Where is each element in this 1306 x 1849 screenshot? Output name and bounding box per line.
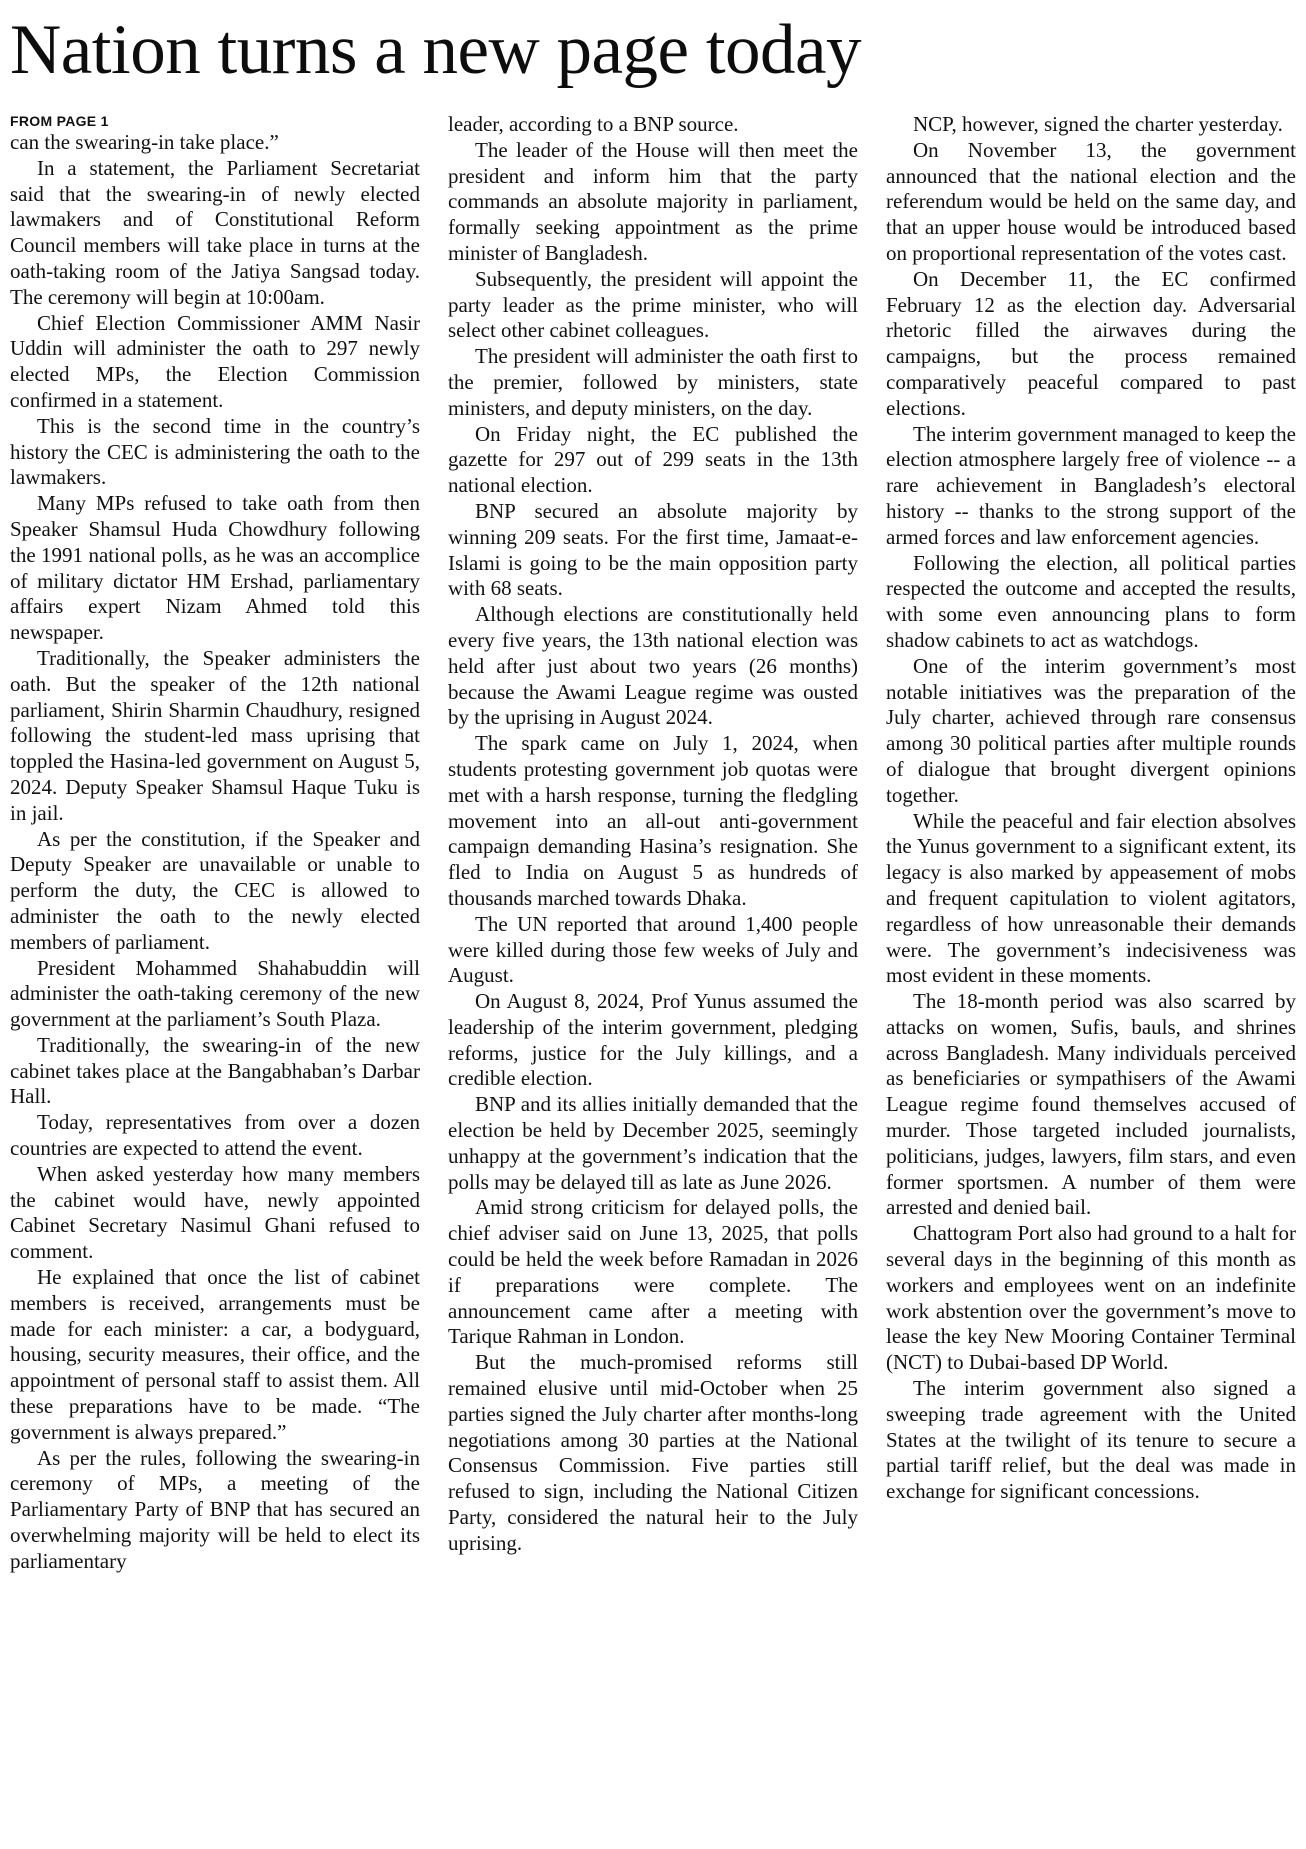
dateline: FROM PAGE 1 xyxy=(10,113,109,129)
paragraph: The leader of the House will then meet the president and inform him that the party commands an absolute majority in parliament, formally seeking appointment as the prime minister of Bangladesh. xyxy=(448,137,858,265)
column-3 xyxy=(886,112,1296,1842)
paragraph: While the peaceful and fair election absolves the Yunus government to a significant extent, its legacy is also marked by appeasement of mobs and frequent capitulation to violent agitators, regardless of how unreasonable their demands were. The government’s indecisiveness was most evident in these moments. xyxy=(886,808,1296,988)
paragraph: Amid strong criticism for delayed polls, the chief adviser said on June 13, 2025, that polls could be held the week before Ramadan in 2026 if preparations were complete. The announcement came after a meeting with Tarique Rahman in London. xyxy=(448,1195,858,1349)
paragraph: On November 13, the government announced that the national election and the referendum would be held on the same day, and that an upper house would be introduced based on proportional representation of the votes cast. xyxy=(886,137,1296,265)
paragraph: As per the rules, following the swearing-in ceremony of MPs, a meeting of the Parliamentary Party of BNP that has secured an overwhelming majority will be held to elect its parliamentary xyxy=(10,1445,420,1573)
paragraph: The UN reported that around 1,400 people were killed during those few weeks of July and August. xyxy=(448,911,858,988)
column-1 xyxy=(10,112,420,1842)
paragraph: But the much-promised reforms still remained elusive until mid-October when 25 parties signed the July charter after months-long negotiations among 30 parties at the National Consensus Commission. Five parties still refused to sign, including the National Citizen Party, considered the natural heir to the July uprising. xyxy=(448,1350,858,1555)
paragraph: NCP, however, signed the charter yesterday. xyxy=(913,112,1283,136)
paragraph: The interim government also signed a sweeping trade agreement with the United States at the twilight of its tenure to secure a partial tariff relief, but the deal was made in exchange for significant concessions. xyxy=(886,1376,1296,1504)
paragraph: Chattogram Port also had ground to a halt for several days in the beginning of this month as workers and employees went on an indefinite work abstention over the government’s move to lease the key New Mooring Container Terminal (NCT) to Dubai-based DP World. xyxy=(886,1221,1296,1375)
paragraph: Chief Election Commissioner AMM Nasir Uddin will administer the oath to 297 newly elected MPs, the Election Commission confirmed in a statement. xyxy=(10,310,420,412)
paragraph: One of the interim government’s most notable initiatives was the preparation of the July charter, achieved through rare consensus among 30 political parties after multiple rounds of dialogue that brought divergent opinions together. xyxy=(886,653,1296,807)
column-2 xyxy=(448,112,858,1842)
paragraph: Although elections are constitutionally held every five years, the 13th national election was held after just about two years (26 months) because the Awami League regime was ousted by the uprising in August 2024. xyxy=(448,602,858,730)
headline: Nation turns a new page today xyxy=(10,11,862,89)
paragraph: Subsequently, the president will appoint the party leader as the prime minister, who will select other cabinet colleagues. xyxy=(448,266,858,343)
paragraph: On Friday night, the EC published the gazette for 297 out of 299 seats in the 13th national election. xyxy=(448,421,858,498)
paragraph: This is the second time in the country’s history the CEC is administering the oath to the lawmakers. xyxy=(10,413,420,490)
paragraph: Today, representatives from over a dozen countries are expected to attend the event. xyxy=(10,1110,420,1161)
paragraph: Traditionally, the Speaker administers the oath. But the speaker of the 12th national parliament, Shirin Sharmin Chaudhury, resigned following the student-led mass uprising that toppled the Hasina-led government on August 5, 2024. Deputy Speaker Shamsul Haque Tuku is in jail. xyxy=(10,645,420,825)
paragraph: can the swearing-in take place.” xyxy=(10,130,279,154)
paragraph: The spark came on July 1, 2024, when students protesting government job quotas were met with a harsh response, turning the fledgling movement into an all-out anti-government campaign demanding Hasina’s resignation. She fled to India on August 5 as hundreds of thousands marched towards Dhaka. xyxy=(448,731,858,910)
paragraph: The interim government managed to keep the election atmosphere largely free of violence -- a rare achievement in Bangladesh’s electoral history -- thanks to the strong support of the armed forces and law enforcement agencies. xyxy=(886,421,1296,549)
paragraph: President Mohammed Shahabuddin will administer the oath-taking ceremony of the new government at the parliament’s South Plaza. xyxy=(10,955,420,1032)
paragraph: Traditionally, the swearing-in of the new cabinet takes place at the Bangabhaban’s Darbar Hall. xyxy=(10,1032,420,1109)
paragraph: Following the election, all political parties respected the outcome and accepted the results, with some even announcing plans to form shadow cabinets to act as watchdogs. xyxy=(886,550,1296,652)
paragraph: The 18-month period was also scarred by attacks on women, Sufis, bauls, and shrines across Bangladesh. Many individuals perceived as beneficiaries or sympathisers of the Awami League regime found themselves accused of murder. Those targeted included journalists, politicians, judges, lawyers, film stars, and even former sportsmen. A number of them were arrested and denied bail. xyxy=(886,989,1296,1220)
paragraph: On August 8, 2024, Prof Yunus assumed the leadership of the interim government, pledging reforms, justice for the July killings, and a credible election. xyxy=(448,989,858,1091)
paragraph: Many MPs refused to take oath from then Speaker Shamsul Huda Chowdhury following the 1991 national polls, as he was an accomplice of military dictator HM Ershad, parliamentary affairs expert Nizam Ahmed told this newspaper. xyxy=(10,491,420,645)
paragraph: BNP secured an absolute majority by winning 209 seats. For the first time, Jamaat-e-Islami is going to be the main opposition party with 68 seats. xyxy=(448,498,858,601)
paragraph: As per the constitution, if the Speaker and Deputy Speaker are unavailable or unable to perform the duty, the CEC is allowed to administer the oath to the newly elected members of parliament. xyxy=(10,826,420,954)
paragraph: When asked yesterday how many members the cabinet would have, newly appointed Cabinet Secretary Nasimul Ghani refused to comment. xyxy=(10,1161,420,1264)
paragraph: On December 11, the EC confirmed February 12 as the election day. Adversarial rhetoric filled the airwaves during the campaigns, but the process remained comparatively peaceful compared to past elections. xyxy=(886,266,1296,420)
paragraph: He explained that once the list of cabinet members is received, arrangements must be made for each minister: a car, a bodyguard, housing, security measures, their office, and the appointment of personal staff to assist them. All these preparations have to be made. “The government is always prepared.” xyxy=(10,1265,420,1444)
paragraph: The president will administer the oath first to the premier, followed by ministers, state ministers, and deputy ministers, on the day. xyxy=(448,344,858,420)
article-body xyxy=(10,112,1298,1842)
paragraph: BNP and its allies initially demanded that the election be held by December 2025, seemingly unhappy at the government’s indication that the polls may be delayed till as late as June 2026. xyxy=(448,1092,858,1194)
paragraph: leader, according to a BNP source. xyxy=(448,112,739,136)
paragraph: In a statement, the Parliament Secretariat said that the swearing-in of newly elected lawmakers and of Constitutional Reform Council members will take place in turns at the oath-taking room of the Jatiya Sangsad today. The ceremony will begin at 10:00am. xyxy=(10,155,420,309)
